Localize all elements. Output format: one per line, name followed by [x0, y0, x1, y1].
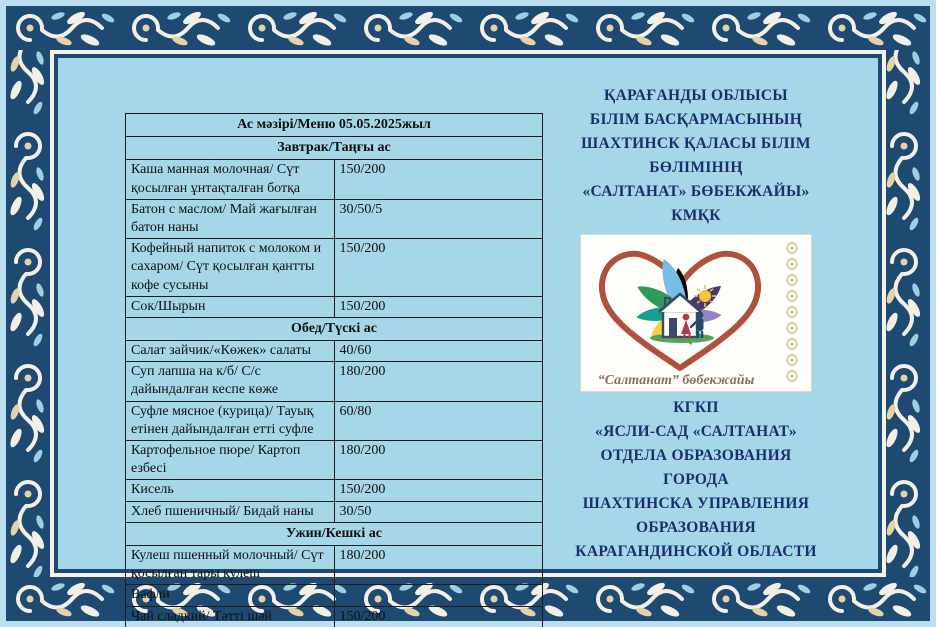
dish-portion: 180/200: [334, 362, 543, 401]
dish-portion: 150/200: [334, 296, 543, 317]
section-header: Обед/Түскі ас: [126, 317, 543, 340]
dish-portion: [334, 585, 543, 606]
dish-portion: 150/200: [334, 606, 543, 627]
heading-line: ШАХТИНСК ҚАЛАСЫ БІЛІМ: [581, 135, 811, 152]
table-row: [126, 160, 543, 199]
dish-portion: 30/50: [334, 501, 543, 522]
kindergarten-logo: [580, 234, 812, 392]
table-row: [126, 522, 543, 545]
dish-portion: 60/80: [334, 401, 543, 440]
heading-line: БӨЛІМІНІҢ: [649, 159, 743, 176]
table-row: [126, 296, 543, 317]
dish-name: Вафли: [126, 585, 335, 606]
dish-portion: 150/200: [334, 480, 543, 501]
table-row: [126, 480, 543, 501]
dish-portion: 40/60: [334, 341, 543, 362]
dish-portion: 180/200: [334, 441, 543, 480]
table-row: [126, 401, 543, 440]
dish-name: Суп лапша на к/б/ С/с дайындалған кеспе көже: [126, 362, 335, 401]
dish-name: Хлеб пшеничный/ Бидай наны: [126, 501, 335, 522]
dish-name: Каша манная молочная/ Сүт қосылған ұнтақталған ботқа: [126, 160, 335, 199]
dish-portion: 150/200: [334, 239, 543, 297]
heading-line: ГОРОДА: [663, 471, 729, 488]
table-row: [126, 341, 543, 362]
menu-table: [125, 113, 543, 627]
dish-name: Кисель: [126, 480, 335, 501]
dish-name: Чай сладкий/ Тәтті шәй: [126, 606, 335, 627]
table-row: [126, 441, 543, 480]
content-area: [54, 54, 882, 624]
border-ornament-top: [6, 6, 930, 50]
section-header: Завтрак/Таңғы ас: [126, 137, 543, 160]
heading-line: «ЯСЛИ-САД «САЛТАНАТ»: [595, 423, 797, 440]
table-row: [126, 114, 543, 137]
dish-name: Сок/Шырын: [126, 296, 335, 317]
table-row: [126, 137, 543, 160]
heading-line: «САЛТАНАТ» БӨБЕКЖАЙЫ»: [582, 183, 810, 200]
heading-line: ОБРАЗОВАНИЯ: [636, 519, 756, 536]
heading-line: ОТДЕЛА ОБРАЗОВАНИЯ: [600, 447, 792, 464]
menu-title: Ас мәзірі/Меню 05.05.2025жыл: [126, 114, 543, 137]
heading-line: ШАХТИНСКА УПРАВЛЕНИЯ: [582, 495, 810, 512]
dish-portion: 150/200: [334, 160, 543, 199]
section-header: Ужин/Кешкі ас: [126, 522, 543, 545]
dish-name: Кулеш пшенный молочный/ Сүт қосылған тары кулеш: [126, 545, 335, 584]
dish-name: Кофейный напиток с молоком и сахаром/ Сүт қосылған қантты кофе сусыны: [126, 239, 335, 297]
dish-name: Картофельное пюре/ Картоп езбесі: [126, 441, 335, 480]
table-row: [126, 606, 543, 627]
table-row: [126, 585, 543, 606]
heading-line: ҚАРАҒАНДЫ ОБЛЫСЫ: [604, 87, 788, 104]
table-row: [126, 317, 543, 340]
table-row: [126, 362, 543, 401]
heading-line: БІЛІМ БАСҚАРМАСЫНЫҢ: [589, 111, 803, 128]
heading-line: КГКП: [673, 399, 719, 416]
heading-line: КАРАГАНДИНСКОЙ ОБЛАСТИ: [575, 543, 817, 560]
dish-name: Суфле мясное (курица)/ Тауық етінен дайындалған етті суфле: [126, 401, 335, 440]
border-ornament-left: [6, 6, 54, 621]
institution-heading-kazakh: [520, 84, 872, 228]
table-row: [126, 239, 543, 297]
table-row: [126, 199, 543, 238]
right-panel: [520, 84, 872, 564]
heading-line: КМҚК: [671, 207, 721, 224]
border-ornament-right: [882, 6, 930, 621]
dish-portion: 30/50/5: [334, 199, 543, 238]
dish-portion: 180/200: [334, 545, 543, 584]
dish-name: Салат зайчик/«Көжек» салаты: [126, 341, 335, 362]
table-row: [126, 545, 543, 584]
institution-heading-russian: [520, 396, 872, 564]
logo-caption: “Салтанат” бөбекжайы: [597, 373, 755, 388]
table-row: [126, 501, 543, 522]
dish-name: Батон с маслом/ Май жағылған батон наны: [126, 199, 335, 238]
